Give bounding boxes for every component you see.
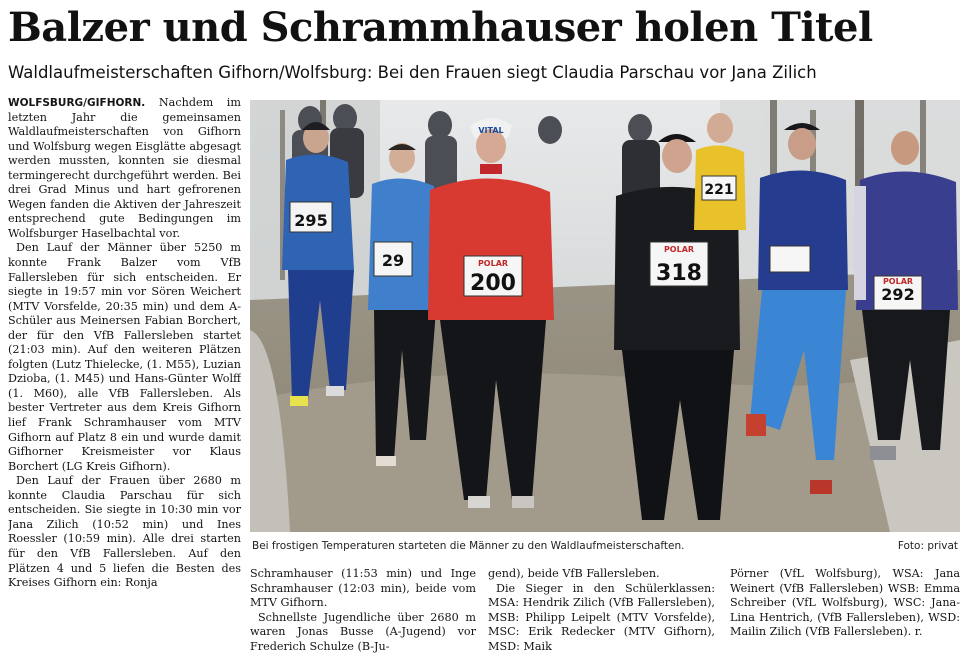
race-photo-image <box>250 100 960 532</box>
paragraph-women-race: Den Lauf der Frauen über 2680 m konnte Claudia Parschau für sich entscheiden. Sie siegte in 10:30 min vor Jana Zilich (10:52 min) und Ines Roessler (10:59 min). Alle drei starten für den VfB Fallersleben. Auf den Plätzen 4 und 5 liefen die Besten des Kreises Gifhorn ein: Ronja <box>8 474 241 590</box>
paragraph-b2-2: Die Sieger in den Schülerklassen: MSA: Hendrik Zilich (VfB Fallersleben), MSB: Philipp Leipelt (MTV Vorsfelde), MSC: Erik Redecker (MTV Gifhorn), MSD: Maik <box>488 581 715 653</box>
bib-sponsor-318: POLAR <box>663 245 695 254</box>
bib-318: 318 <box>656 261 702 286</box>
subheadline: Waldlaufmeisterschaften Gifhorn/Wolfsburg: Bei den Frauen siegt Claudia Parschau vor Jana Zilich <box>8 63 817 82</box>
paragraph-intro-text: Nachdem im letzten Jahr die gemeinsamen Waldlaufmeisterschaften von Gifhorn und Wolfsburg wegen Eisglätte abgesagt werden mussten, konnten sie diesmal termingerecht durchgeführt werden. Bei drei Grad Minus und hart gefrorenen Wegen fanden die Aktiven der Jahreszeit entsprechend gute Bedingungen im Wolfsburger Haselbachtal vor. <box>8 96 241 240</box>
cap-vital: VITAL <box>478 126 504 135</box>
article-column-bottom-2 <box>488 567 715 667</box>
paragraph-men-race: Den Lauf der Männer über 5250 m konnte Frank Balzer vom VfB Fallersleben für sich entscheiden. Er siegte in 19:57 min vor Sören Weichert (MTV Vorsfelde, 20:35 min) und dem A-Schüler aus Meinersen Fabian Borchert, der für den VfB Fallersleben startet (21:03 min). Auf den weiteren Plätzen folgten (Lutz Thielecke, (1. M55), Luzian Dzioba, (1. M45) und Hans-Günter Wolff (1. M60), alle VfB Fallersleben. Als bester Vertreter aus dem Kreis Gifhorn lief Frank Schramhauser vom MTV Gifhorn auf Platz 8 ein und wurde damit Gifhorner Kreismeister vor Klaus Borchert (LG Kreis Gifhorn). <box>8 241 241 473</box>
caption-text: Bei frostigen Temperaturen starteten die Männer zu den Waldlaufmeisterschaften. <box>252 540 685 552</box>
article-column-bottom-3 <box>730 567 960 667</box>
article-column-left <box>8 96 241 664</box>
bib-sponsor-200: POLAR <box>477 259 509 268</box>
bib-29: 29 <box>381 251 405 270</box>
paragraph-b3-1: Pörner (VfL Wolfsburg), WSA: Jana Weinert (VfB Fallersleben) WSB: Emma Schreiber (VfL Wolfsburg), WSC: Jana-Lina Hentrich, (VfB Fallersleben), WSD: Mailin Zilich (VfB Fallersleben). r. <box>730 567 960 639</box>
article-column-bottom-1 <box>250 567 476 667</box>
photo-credit: Foto: privat <box>897 540 958 552</box>
photo-caption <box>250 538 960 554</box>
paragraph-intro <box>8 96 241 241</box>
paragraph-b1-2: Schnellste Jugendliche über 2680 m waren Jonas Busse (A-Jugend) vor Frederich Schulze (B-Ju- <box>250 610 476 653</box>
bib-200: 200 <box>470 271 516 296</box>
paragraph-b2-1: gend), beide VfB Fallersleben. <box>488 567 660 580</box>
bib-295: 295 <box>294 211 328 230</box>
bib-221: 221 <box>704 182 734 198</box>
dateline: WOLFSBURG/GIFHORN. <box>8 97 146 109</box>
race-photo <box>250 100 960 532</box>
paragraph-b1-1: Schramhauser (11:53 min) und Inge Schramhauser (12:03 min), beide vom MTV Gifhorn. <box>250 567 476 610</box>
headline: Balzer und Schrammhauser holen Titel <box>8 4 873 51</box>
bib-sponsor-292: POLAR <box>882 277 914 286</box>
bib-292: 292 <box>881 285 915 304</box>
